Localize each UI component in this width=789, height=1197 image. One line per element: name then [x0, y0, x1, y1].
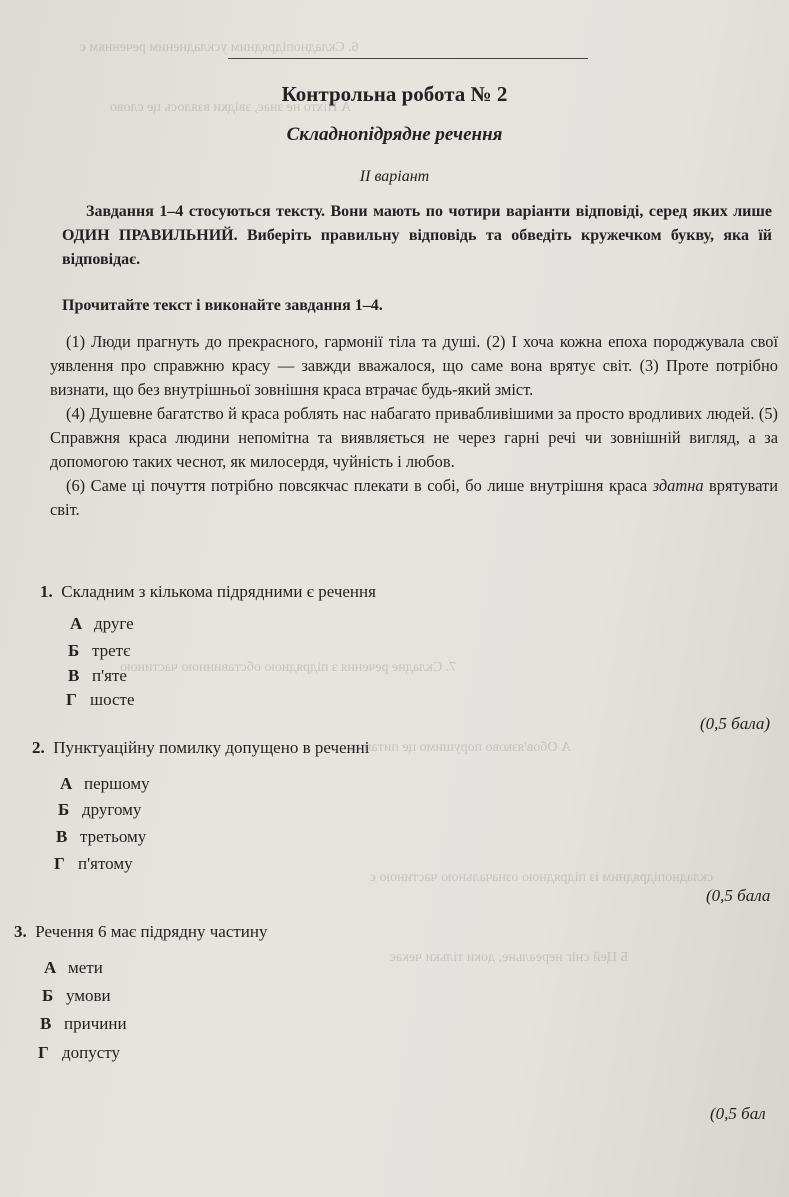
question-2 — [32, 738, 369, 758]
score-label: (0,5 бала — [706, 886, 771, 905]
option-b[interactable] — [42, 986, 111, 1006]
option-text: другому — [82, 800, 142, 819]
option-letter: В — [56, 827, 68, 846]
question-text: Складним з кількома підрядними є речення — [61, 582, 376, 601]
score-label: (0,5 бала) — [700, 714, 770, 733]
score-label: (0,5 бал — [710, 1104, 766, 1123]
option-text: мети — [68, 958, 103, 977]
option-g[interactable] — [38, 1043, 120, 1063]
question-number: 2. — [32, 738, 45, 757]
header-rule — [228, 58, 588, 59]
bleed-through-text: складнопідрядним із підрядною означальною частиною є — [370, 870, 714, 885]
option-a[interactable] — [60, 774, 150, 794]
option-letter: Б — [68, 641, 80, 660]
option-b[interactable] — [58, 800, 141, 820]
bleed-through-text: 6. Складнопідрядним ускладненим реченням є — [80, 40, 359, 55]
text-paragraph-1: (1) Люди прагнуть до прекрасного, гармонії тіла та душі. (2) І хоча кожна епоха породжувала свої уявлення про справжню красу — завжди вважалося, що саме вона врятує світ. (3) Проте потрібно визнати, що без внутрішньої зовнішня краса втрачає будь-який зміст. — [50, 332, 778, 399]
question-text: Пунктуаційну помилку допущено в реченні — [53, 738, 370, 757]
option-g[interactable] — [54, 854, 133, 874]
option-letter: В — [68, 666, 80, 685]
option-letter: А — [70, 614, 83, 633]
option-text: друге — [94, 614, 134, 633]
option-text: п'ятому — [78, 854, 133, 873]
bleed-through-text: Б Цей сніг нереальне, доки тільки чекає — [390, 950, 629, 965]
option-text: першому — [84, 774, 150, 793]
text-italic-word: здатна — [652, 476, 704, 495]
option-a[interactable] — [70, 614, 134, 634]
instruction-text — [62, 200, 772, 272]
option-letter: Б — [58, 800, 70, 819]
page-title: Контрольна робота № 2 — [281, 82, 508, 106]
option-letter: Г — [38, 1043, 49, 1062]
option-v[interactable] — [68, 666, 127, 686]
option-text: умови — [66, 986, 111, 1005]
question-3 — [14, 922, 268, 942]
option-v[interactable] — [56, 827, 146, 847]
question-number: 1. — [40, 582, 53, 601]
text-paragraph-2: (4) Душевне багатство й краса роблять нас набагато привабливішими за просто вродливих людей. (5) Справжня краса людини непомітна та виявляється не через гарні речі чи зовнішній вигляд, а за допомогою таких чеснот, як милосердя, чуйність і любов. — [50, 404, 778, 471]
option-letter: А — [44, 958, 57, 977]
text-paragraph-3-start: (6) Саме ці почуття потрібно повсякчас плекати в собі, бо лише внутрішня краса — [66, 476, 653, 495]
text-paragraph-3 — [50, 474, 778, 522]
question-1 — [40, 582, 376, 602]
option-text: п'яте — [92, 666, 127, 685]
option-letter: Б — [42, 986, 54, 1005]
option-letter: Г — [54, 854, 65, 873]
option-b[interactable] — [68, 641, 130, 661]
option-a[interactable] — [44, 958, 103, 978]
option-letter: А — [60, 774, 73, 793]
text-paragraph-3-end: врятувати світ. — [50, 476, 778, 519]
option-text: третьому — [80, 827, 147, 846]
option-text: причини — [64, 1014, 127, 1033]
bleed-through-text: А Обов'язково порушимо це питання — [350, 740, 572, 755]
reading-text — [50, 330, 778, 522]
option-letter: В — [40, 1014, 52, 1033]
bleed-through-text: 7. Складне речення з підрядною обставинною частиною — [120, 660, 457, 675]
option-text: третє — [92, 641, 131, 660]
page-subtitle: Складнопідрядне речення — [286, 124, 503, 145]
option-g[interactable] — [66, 690, 135, 710]
option-text: допусту — [62, 1043, 120, 1062]
option-v[interactable] — [40, 1014, 127, 1034]
option-letter: Г — [66, 690, 77, 709]
question-number: 3. — [14, 922, 27, 941]
variant-label: ІІ варіант — [359, 168, 430, 185]
question-text: Речення 6 має підрядну частину — [35, 922, 268, 941]
instruction-content: Завдання 1–4 стосуються тексту. Вони мають по чотири варіанти відповіді, серед яких лише ОДИН ПРАВИЛЬНИЙ. Виберіть правильну відповідь та обведіть кружечком букву, яка їй відповідає. — [62, 203, 772, 268]
bleed-through-text: А Ніхто не знає, звідки взялось це слово — [110, 100, 352, 115]
reading-heading: Прочитайте текст і виконайте завдання 1–4. — [62, 297, 383, 314]
option-text: шосте — [90, 690, 135, 709]
